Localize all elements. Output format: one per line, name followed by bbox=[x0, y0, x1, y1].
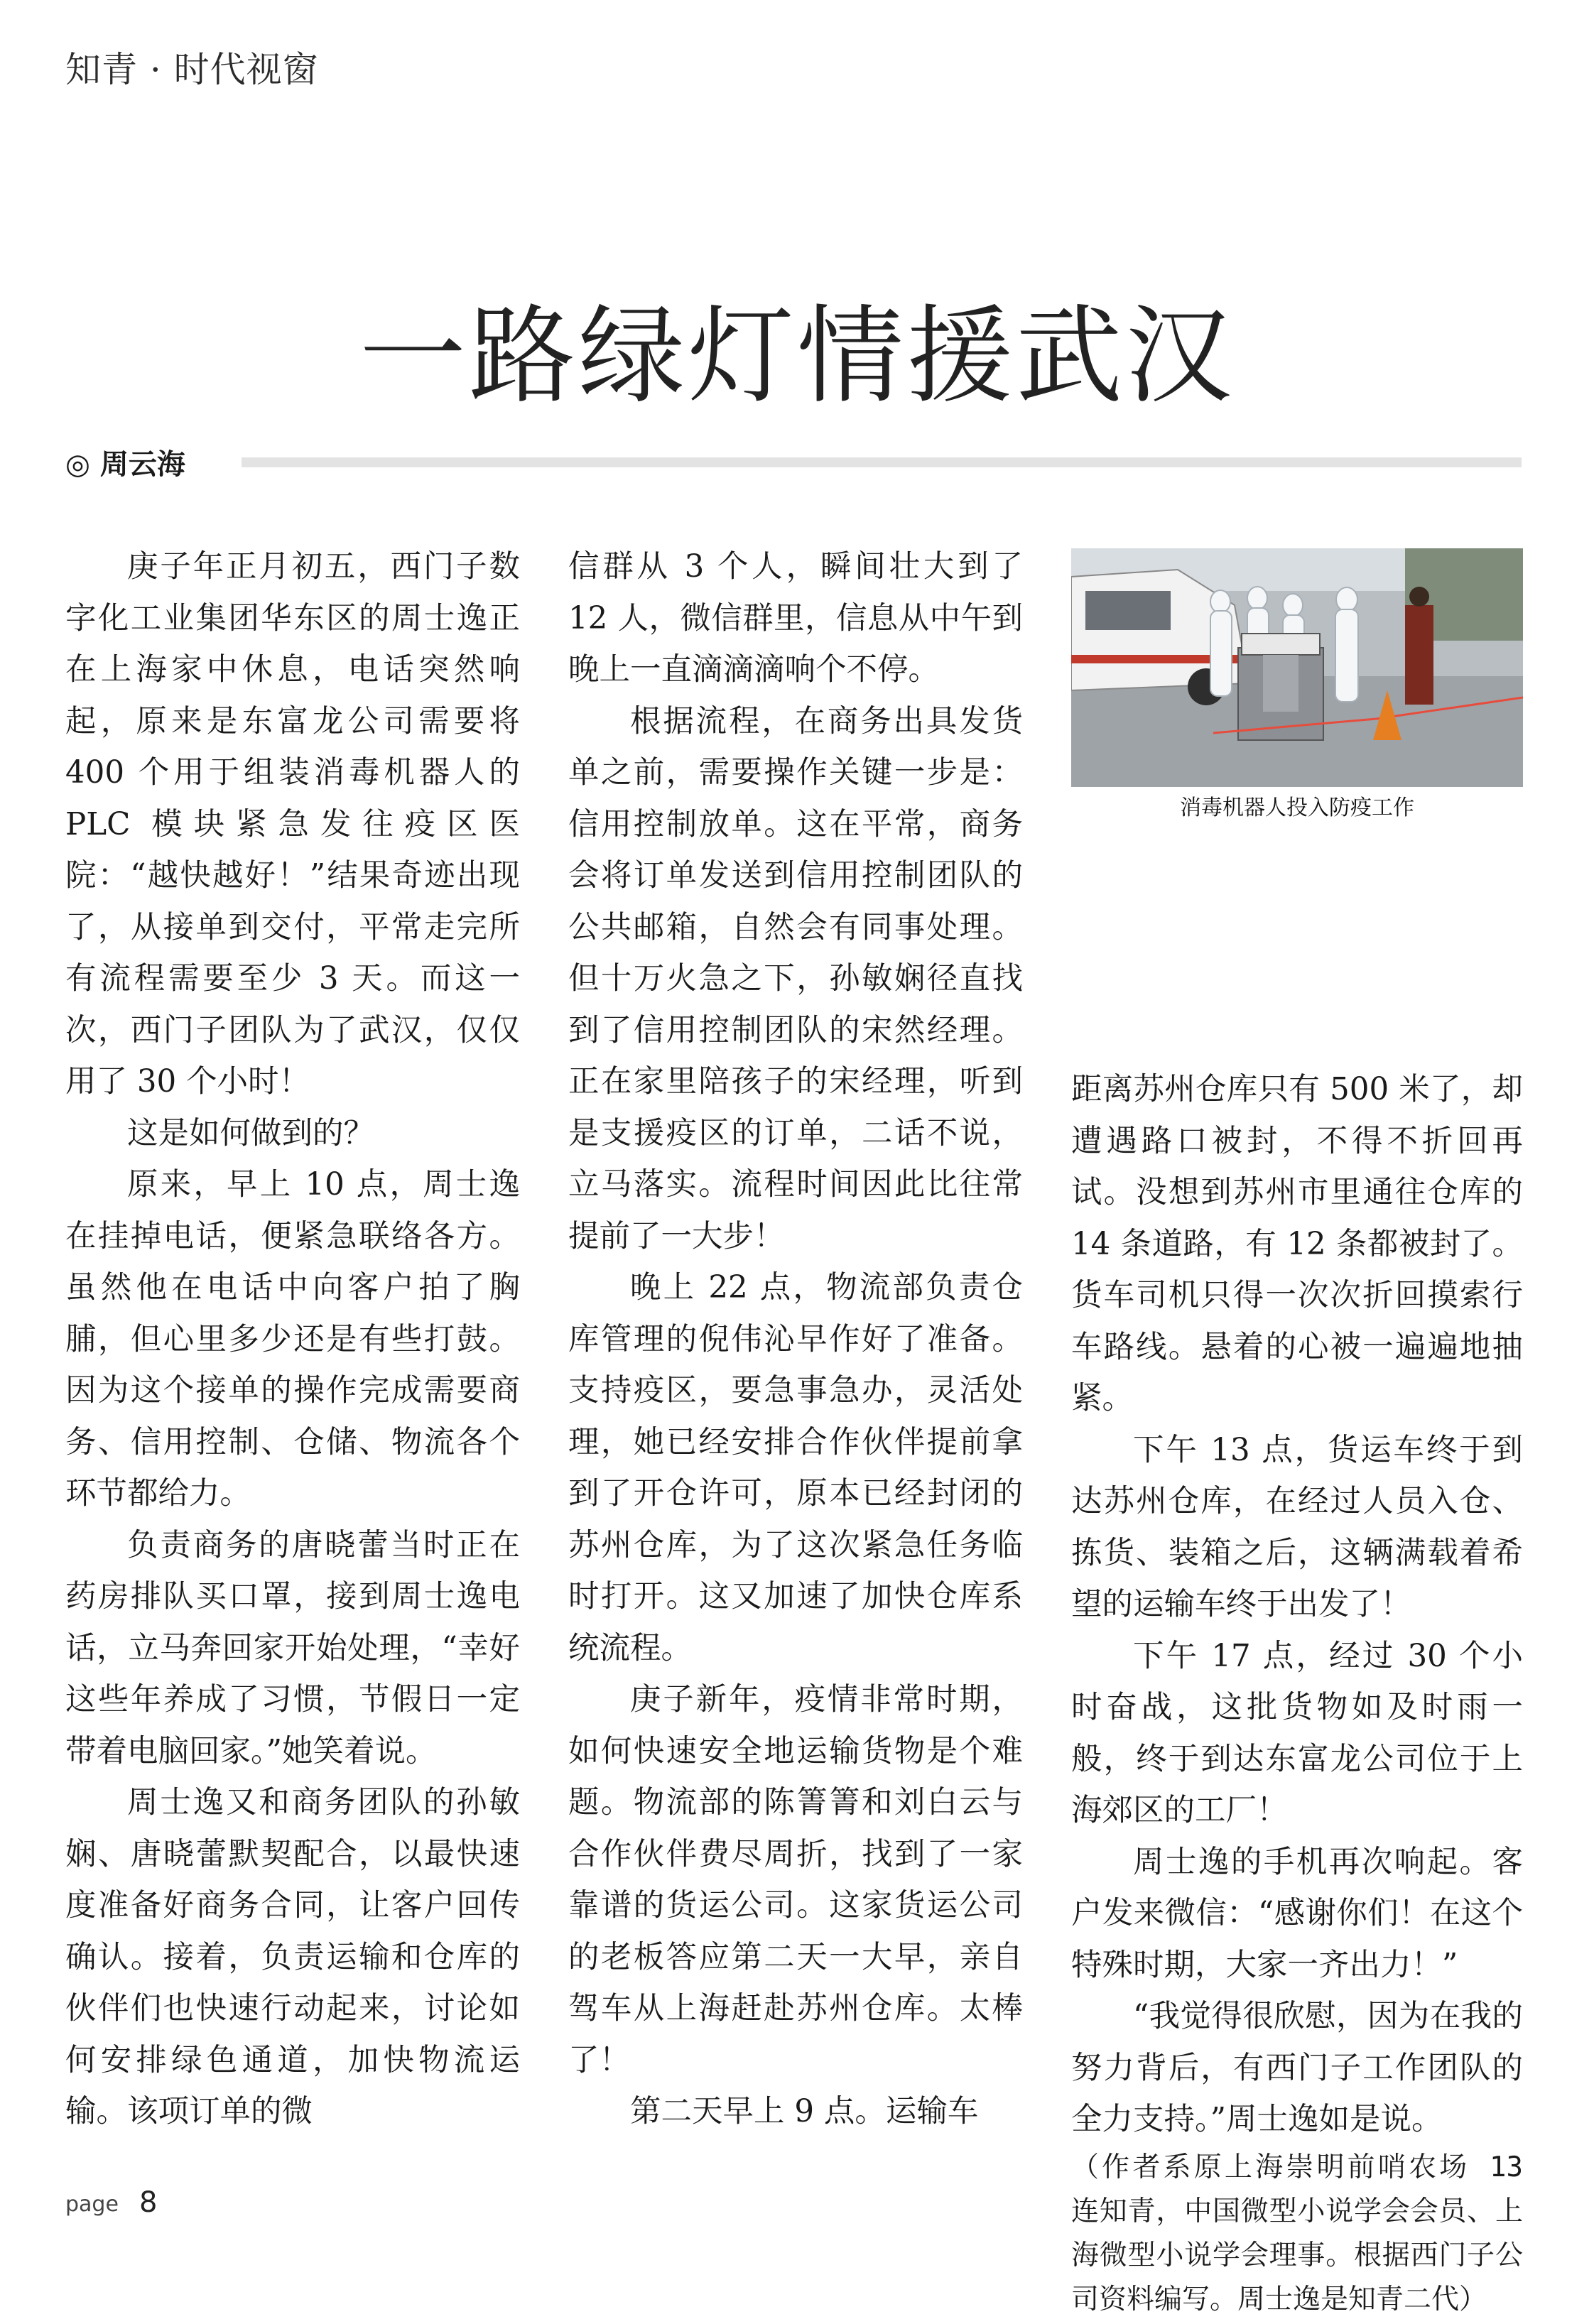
byline-divider bbox=[242, 457, 1522, 467]
photo-caption: 消毒机器人投入防疫工作 bbox=[1180, 796, 1414, 820]
paragraph: 下午 17 点，经过 30 个小时奋战，这批货物如及时雨一般，终于到达东富龙公司位于上海郊区的工厂！ bbox=[1071, 1638, 1523, 1828]
article-title: 一路绿灯情援武汉 bbox=[359, 295, 1235, 418]
paragraph-continued: 信群从 3 个人，瞬间壮大到了 12 人，微信群里，信息从中午到晚上一直滴滴滴响个不停。 bbox=[568, 549, 1023, 688]
page-number: 8 bbox=[139, 2186, 158, 2219]
page-label: page bbox=[65, 2192, 119, 2217]
paragraph: 庚子新年，疫情非常时期，如何快速安全地运输货物是个难题。物流部的陈箐箐和刘白云与合作伙伴费尽周折，找到了一家靠谱的货运公司。这家货运公司的老板答应第二天一大早，亲自驾车从上海赶赴苏州仓库。太棒了！ bbox=[568, 1682, 1023, 2078]
paragraph: 周士逸又和商务团队的孙敏娴、唐晓蕾默契配合，以最快速度准备好商务合同，让客户回传确认。接着，负责运输和仓库的伙伴们也快速行动起来，讨论如何安排绿色通道，加快物流运输。该项订单的微 bbox=[65, 1785, 520, 2129]
paragraph: 第二天早上 9 点。运输车 bbox=[630, 2094, 979, 2129]
paragraph: 晚上 22 点，物流部负责仓库管理的倪伟沁早作好了准备。支持疫区，要急事急办，灵活处理，她已经安排合作伙伴提前拿到了开仓许可，原本已经封闭的苏州仓库，为了这次紧急任务临时打开。这又加速了加快仓库系统流程。 bbox=[568, 1270, 1023, 1666]
column-3 bbox=[1071, 1064, 1523, 2322]
paragraph-continued: 距离苏州仓库只有 500 米了，却遭遇路口被封，不得不折回再试。没想到苏州市里通往仓库的 14 条道路，有 12 条都被封了。货车司机只得一次次折回摸索行车路线。悬着的心被一遍遍地抽紧。 bbox=[1071, 1072, 1523, 1416]
section-tag: 知青 · 时代视窗 bbox=[65, 49, 319, 90]
paragraph: 这是如何做到的？ bbox=[127, 1115, 374, 1151]
paragraph: 原来，早上 10 点，周士逸在挂掉电话，便紧急联络各方。虽然他在电话中向客户拍了胸脯，但心里多少还是有些打鼓。因为这个接单的操作完成需要商务、信用控制、仓储、物流各个环节都给力。 bbox=[65, 1167, 520, 1511]
paragraph: 负责商务的唐晓蕾当时正在药房排队买口罩，接到周士逸电话，立马奔回家开始处理，“幸好这些年养成了习惯，节假日一定带着电脑回家。”她笑着说。 bbox=[65, 1527, 520, 1769]
paragraph: 庚子年正月初五，西门子数字化工业集团华东区的周士逸正在上海家中休息，电话突然响起，原来是东富龙公司需要将 400 个用于组装消毒机器人的 PLC 模块紧急发往疫区医院：“越快越好！”结果奇迹出现了，从接单到交付，平常走完所有流程需要至少 3 天。而这一次，西门子团队为了武汉，仅仅用了 30 个小时！ bbox=[65, 549, 520, 1099]
author-note: （作者系原上海崇明前哨农场 13 连知青，中国微型小说学会会员、上海微型小说学会理事。根据西门子公司资料编写。周士逸是知青二代） bbox=[1071, 2151, 1523, 2315]
author-name: ◎ 周云海 bbox=[65, 448, 185, 481]
paragraph: 周士逸的手机再次响起。客户发来微信：“感谢你们！在这个特殊时期，大家一齐出力！” bbox=[1071, 1844, 1523, 1983]
column-1 bbox=[65, 541, 520, 2138]
paragraph: 下午 13 点，货运车终于到达苏州仓库，在经过人员入仓、拣货、装箱之后，这辆满载着希望的运输车终于出发了！ bbox=[1071, 1432, 1523, 1622]
column-2 bbox=[568, 541, 1023, 2138]
paragraph: 根据流程，在商务出具发货单之前，需要操作关键一步是：信用控制放单。这在平常，商务会将订单发送到信用控制团队的公共邮箱，自然会有同事处理。但十万火急之下，孙敏娴径直找到了信用控制团队的宋然经理。正在家里陪孩子的宋经理，听到是支援疫区的订单，二话不说，立马落实。流程时间因此比往常提前了一大步！ bbox=[568, 703, 1023, 1254]
byline bbox=[65, 442, 1522, 484]
paragraph: “我觉得很欣慰，因为在我的努力背后，有西门子工作团队的全力支持。”周士逸如是说。 bbox=[1071, 1999, 1523, 2137]
disinfection-robot-photo bbox=[1071, 548, 1523, 787]
article-photo bbox=[1071, 548, 1523, 787]
